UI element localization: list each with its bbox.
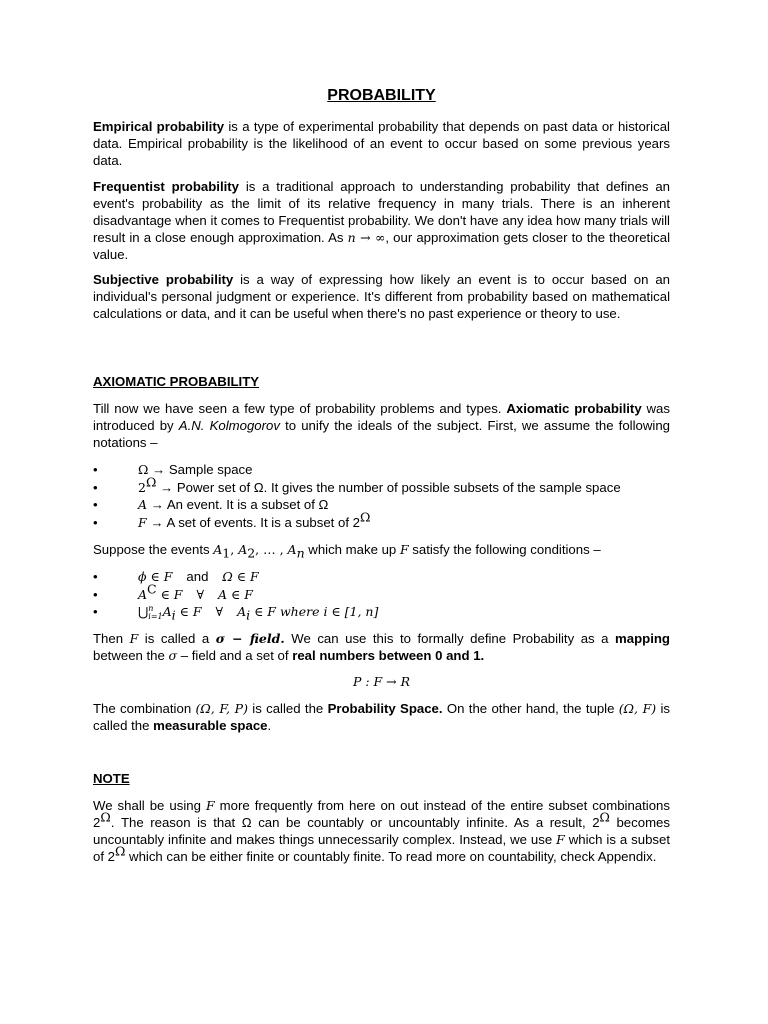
mapping-term: mapping bbox=[615, 631, 670, 646]
notation-text: → Power set of Ω. It gives the number of possible subsets of the sample space bbox=[156, 479, 621, 495]
real-numbers-term: real numbers between 0 and 1. bbox=[292, 648, 485, 663]
condition-connector: ∀ bbox=[215, 604, 224, 619]
then-text-5: – field and a set of bbox=[177, 648, 293, 663]
measurable-space-term: measurable space bbox=[153, 718, 268, 733]
empirical-text: is a type of experimental probability that depends on past data or historical data. Empirical probability is the likelihood of an event to occur based on some previous years data. bbox=[93, 119, 670, 168]
suppose-text-1: Suppose the events bbox=[93, 542, 214, 557]
event-subscript: n bbox=[296, 545, 305, 561]
note-text-3: . The reason is that Ω can be countably or uncountably infinite. As a result, 2 bbox=[110, 815, 600, 830]
intro-text-2: was introduced by bbox=[93, 401, 670, 433]
frequentist-term: Frequentist probability bbox=[93, 179, 240, 194]
field-symbol: F bbox=[399, 542, 409, 557]
condition-subscript: i bbox=[246, 607, 251, 623]
list-item bbox=[93, 496, 670, 514]
condition-connector: and bbox=[186, 569, 209, 584]
empirical-paragraph bbox=[93, 118, 670, 169]
sigma-field-term: σ − field. bbox=[215, 631, 285, 646]
condition-math: A bbox=[237, 604, 247, 619]
subjective-paragraph bbox=[93, 271, 670, 322]
note-text-2: more frequently from here on out instead of the entire subset combinations 2 bbox=[93, 798, 670, 830]
notation-symbol: A bbox=[138, 497, 148, 512]
axiomatic-term: Axiomatic probability bbox=[506, 401, 642, 416]
notation-symbol: 2 bbox=[138, 479, 146, 495]
then-text-3: We can use this to formally define Probability as a bbox=[284, 631, 616, 646]
condition-math: ⋃ bbox=[138, 604, 149, 619]
field-symbol: F bbox=[205, 798, 215, 813]
frequentist-limit-math: n → ∞ bbox=[347, 230, 386, 245]
frequentist-text-after: , our approximation gets closer to the theoretical value. bbox=[93, 230, 670, 262]
field-symbol: F bbox=[129, 631, 139, 646]
list-item bbox=[93, 581, 670, 604]
notation-text: → A set of events. It is a subset of 2 bbox=[146, 514, 360, 530]
note-text-5: which is a subset of 2 bbox=[93, 832, 670, 864]
then-text-1: Then bbox=[93, 631, 130, 646]
event-subscript: 2 bbox=[247, 545, 256, 561]
list-item bbox=[93, 509, 670, 532]
event-symbol: A bbox=[287, 542, 297, 557]
axiomatic-heading: AXIOMATIC PROBABILITY bbox=[93, 374, 260, 389]
frequentist-text-before: is a traditional approach to understanding probability that defines an event's probability as the limit of its relative frequency in many trials. There is an inherent disadvantage when it comes to Frequentist probability. We don't have any idea how many trials will result in a close enough approximation. As bbox=[93, 179, 670, 245]
notation-symbol: Ω bbox=[138, 462, 149, 477]
condition-math: A ∈ F bbox=[218, 586, 253, 602]
page-title: PROBABILITY bbox=[327, 87, 436, 104]
field-symbol: F bbox=[556, 832, 565, 847]
notation-text: → An event. It is a subset of Ω bbox=[147, 497, 329, 512]
combo-text-2: is called the bbox=[247, 701, 328, 716]
mapping-formula: P : F → R bbox=[352, 674, 411, 689]
note-superscript: Ω bbox=[115, 843, 126, 859]
subjective-term: Subjective probability bbox=[93, 272, 234, 287]
condition-superscript: C bbox=[147, 581, 157, 597]
then-text-2: is called a bbox=[138, 631, 216, 646]
sigma-symbol: σ bbox=[168, 648, 178, 663]
frequentist-paragraph bbox=[93, 178, 670, 263]
sigma-field-paragraph bbox=[93, 630, 670, 664]
intro-text-3: to unify the ideals of the subject. First, we assume the following notations – bbox=[93, 418, 670, 450]
condition-connector: ∀ bbox=[196, 586, 205, 602]
condition-math: A bbox=[162, 604, 172, 619]
note-heading: NOTE bbox=[93, 771, 130, 786]
event-symbol: A bbox=[238, 542, 248, 557]
list-item bbox=[93, 461, 670, 479]
condition-math: A bbox=[138, 586, 148, 602]
list-item bbox=[93, 474, 670, 497]
combo-text-3: On the other hand, the tuple bbox=[442, 701, 619, 716]
note-text-4: becomes uncountably infinite and makes things unnecessarily complex. Instead, we use bbox=[93, 815, 670, 847]
notation-superscript: Ω bbox=[360, 509, 371, 525]
combo-text-4: is called the bbox=[93, 701, 670, 733]
note-text-6: which can be either finite or countably finite. To read more on countability, check Appendix. bbox=[125, 849, 657, 864]
condition-subscript: i bbox=[171, 607, 176, 623]
suppose-line: Suppose the events $A_1$, $A_2$, … , $A_n$ which make up F satisfy the following conditions – bbox=[93, 542, 601, 561]
list-item bbox=[93, 568, 670, 586]
notation-list bbox=[93, 461, 670, 531]
notation-symbol: F bbox=[138, 514, 147, 530]
subjective-text: is a way of expressing how likely an event is to occur based on an individual's personal judgment or experience. It's different from probability based on mathematical calculations or data, and it can be useful when there's no past experience or theory to use. bbox=[93, 272, 670, 321]
suppose-text-3: satisfy the following conditions – bbox=[408, 542, 601, 557]
note-superscript: Ω bbox=[100, 809, 111, 825]
event-symbol: A bbox=[213, 542, 223, 557]
then-text-4: between the bbox=[93, 648, 169, 663]
intro-text-1: Till now we have seen a few type of probability problems and types. bbox=[93, 401, 507, 416]
axiomatic-intro bbox=[93, 400, 670, 451]
condition-math: ϕ ∈ F bbox=[138, 569, 173, 584]
condition-math: Ω ∈ F bbox=[222, 569, 259, 584]
event-subscript: 1 bbox=[222, 545, 231, 561]
notation-superscript: Ω bbox=[145, 474, 157, 490]
combo-text-5: . bbox=[267, 718, 272, 733]
list-item bbox=[93, 603, 670, 621]
probability-space-paragraph bbox=[93, 700, 670, 734]
measurable-space-math: (Ω, F) bbox=[618, 701, 657, 716]
note-superscript: Ω bbox=[599, 809, 610, 825]
condition-math: ∈ F bbox=[156, 586, 183, 602]
probability-space-term: Probability Space. bbox=[327, 701, 443, 716]
author-name: A.N. Kolmogorov bbox=[178, 418, 280, 433]
note-text-1: We shall be using bbox=[93, 798, 206, 813]
condition-math: ∈ F bbox=[175, 604, 202, 619]
combo-text-1: The combination bbox=[93, 701, 196, 716]
condition-superscript: n bbox=[148, 603, 154, 613]
note-paragraph bbox=[93, 797, 670, 865]
probability-space-math: (Ω, F, P) bbox=[195, 701, 248, 716]
notation-text: → Sample space bbox=[148, 462, 253, 477]
suppose-text-2: which make up bbox=[304, 542, 400, 557]
conditions-list bbox=[93, 568, 670, 621]
empirical-term: Empirical probability bbox=[93, 119, 225, 134]
condition-math: ∈ F where i ∈ [1, n] bbox=[250, 604, 379, 619]
condition-subscript: i=1 bbox=[148, 611, 163, 621]
